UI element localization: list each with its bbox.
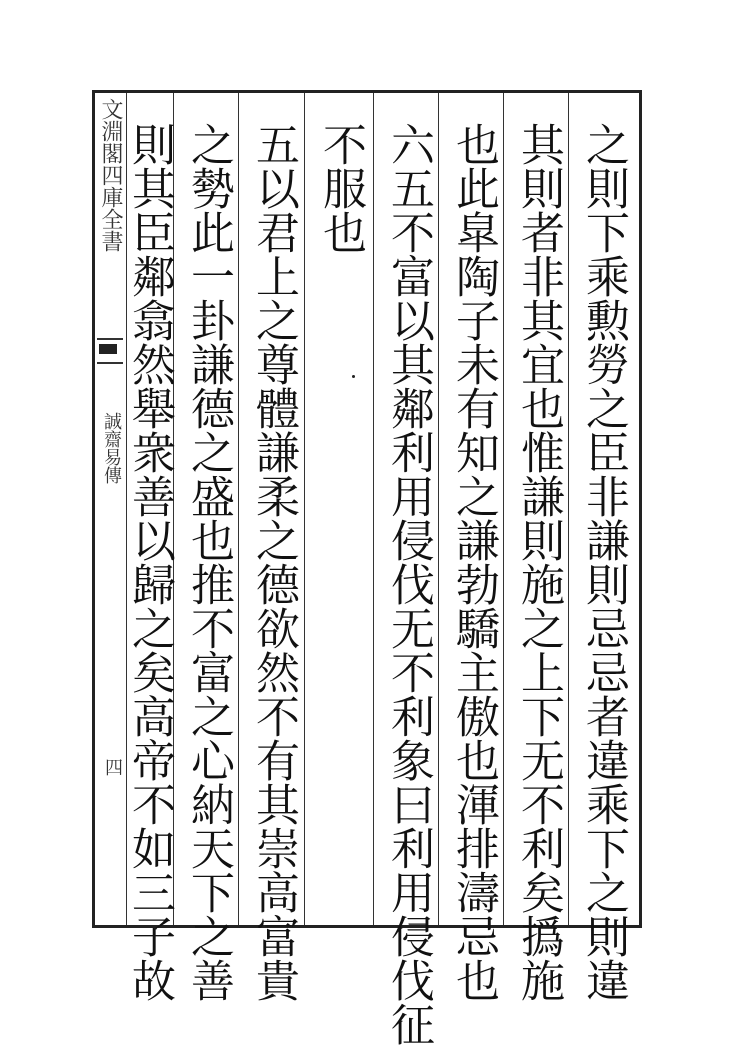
text-column-5: 不服也 [315, 122, 366, 254]
text-column-8: 則其臣鄰翕然舉衆善以歸之矣高帝不如三子故 [124, 122, 175, 1002]
text-column-4: 六五不富以其鄰利用侵伐无不利象曰利用侵伐征 [383, 122, 434, 1046]
text-column-3: 也此皐陶子未有知之謙勃驕主傲也渾排濤忌也 [448, 122, 499, 1002]
text-column-7: 之勢此一卦謙德之盛也推不富之心納天下之善 [183, 122, 234, 1002]
text-column-6: 五以君上之尊體謙柔之德欲然不有其崇高富貴 [248, 122, 299, 1002]
text-column-1: 之則下乘勲勞之臣非謙則忌忌者違乘下之則違 [578, 122, 629, 1002]
ink-dot [352, 375, 355, 378]
margin-page-number: 四 [102, 758, 123, 776]
column-rule [304, 93, 305, 925]
column-rule [373, 93, 374, 925]
text-column-2: 其則者非其宜也惟謙則施之上下无不利矣撝施 [513, 122, 564, 1002]
margin-title: 文淵閣四庫全書 [98, 98, 123, 252]
margin-chapter: 誠齋易傳 [101, 412, 122, 484]
